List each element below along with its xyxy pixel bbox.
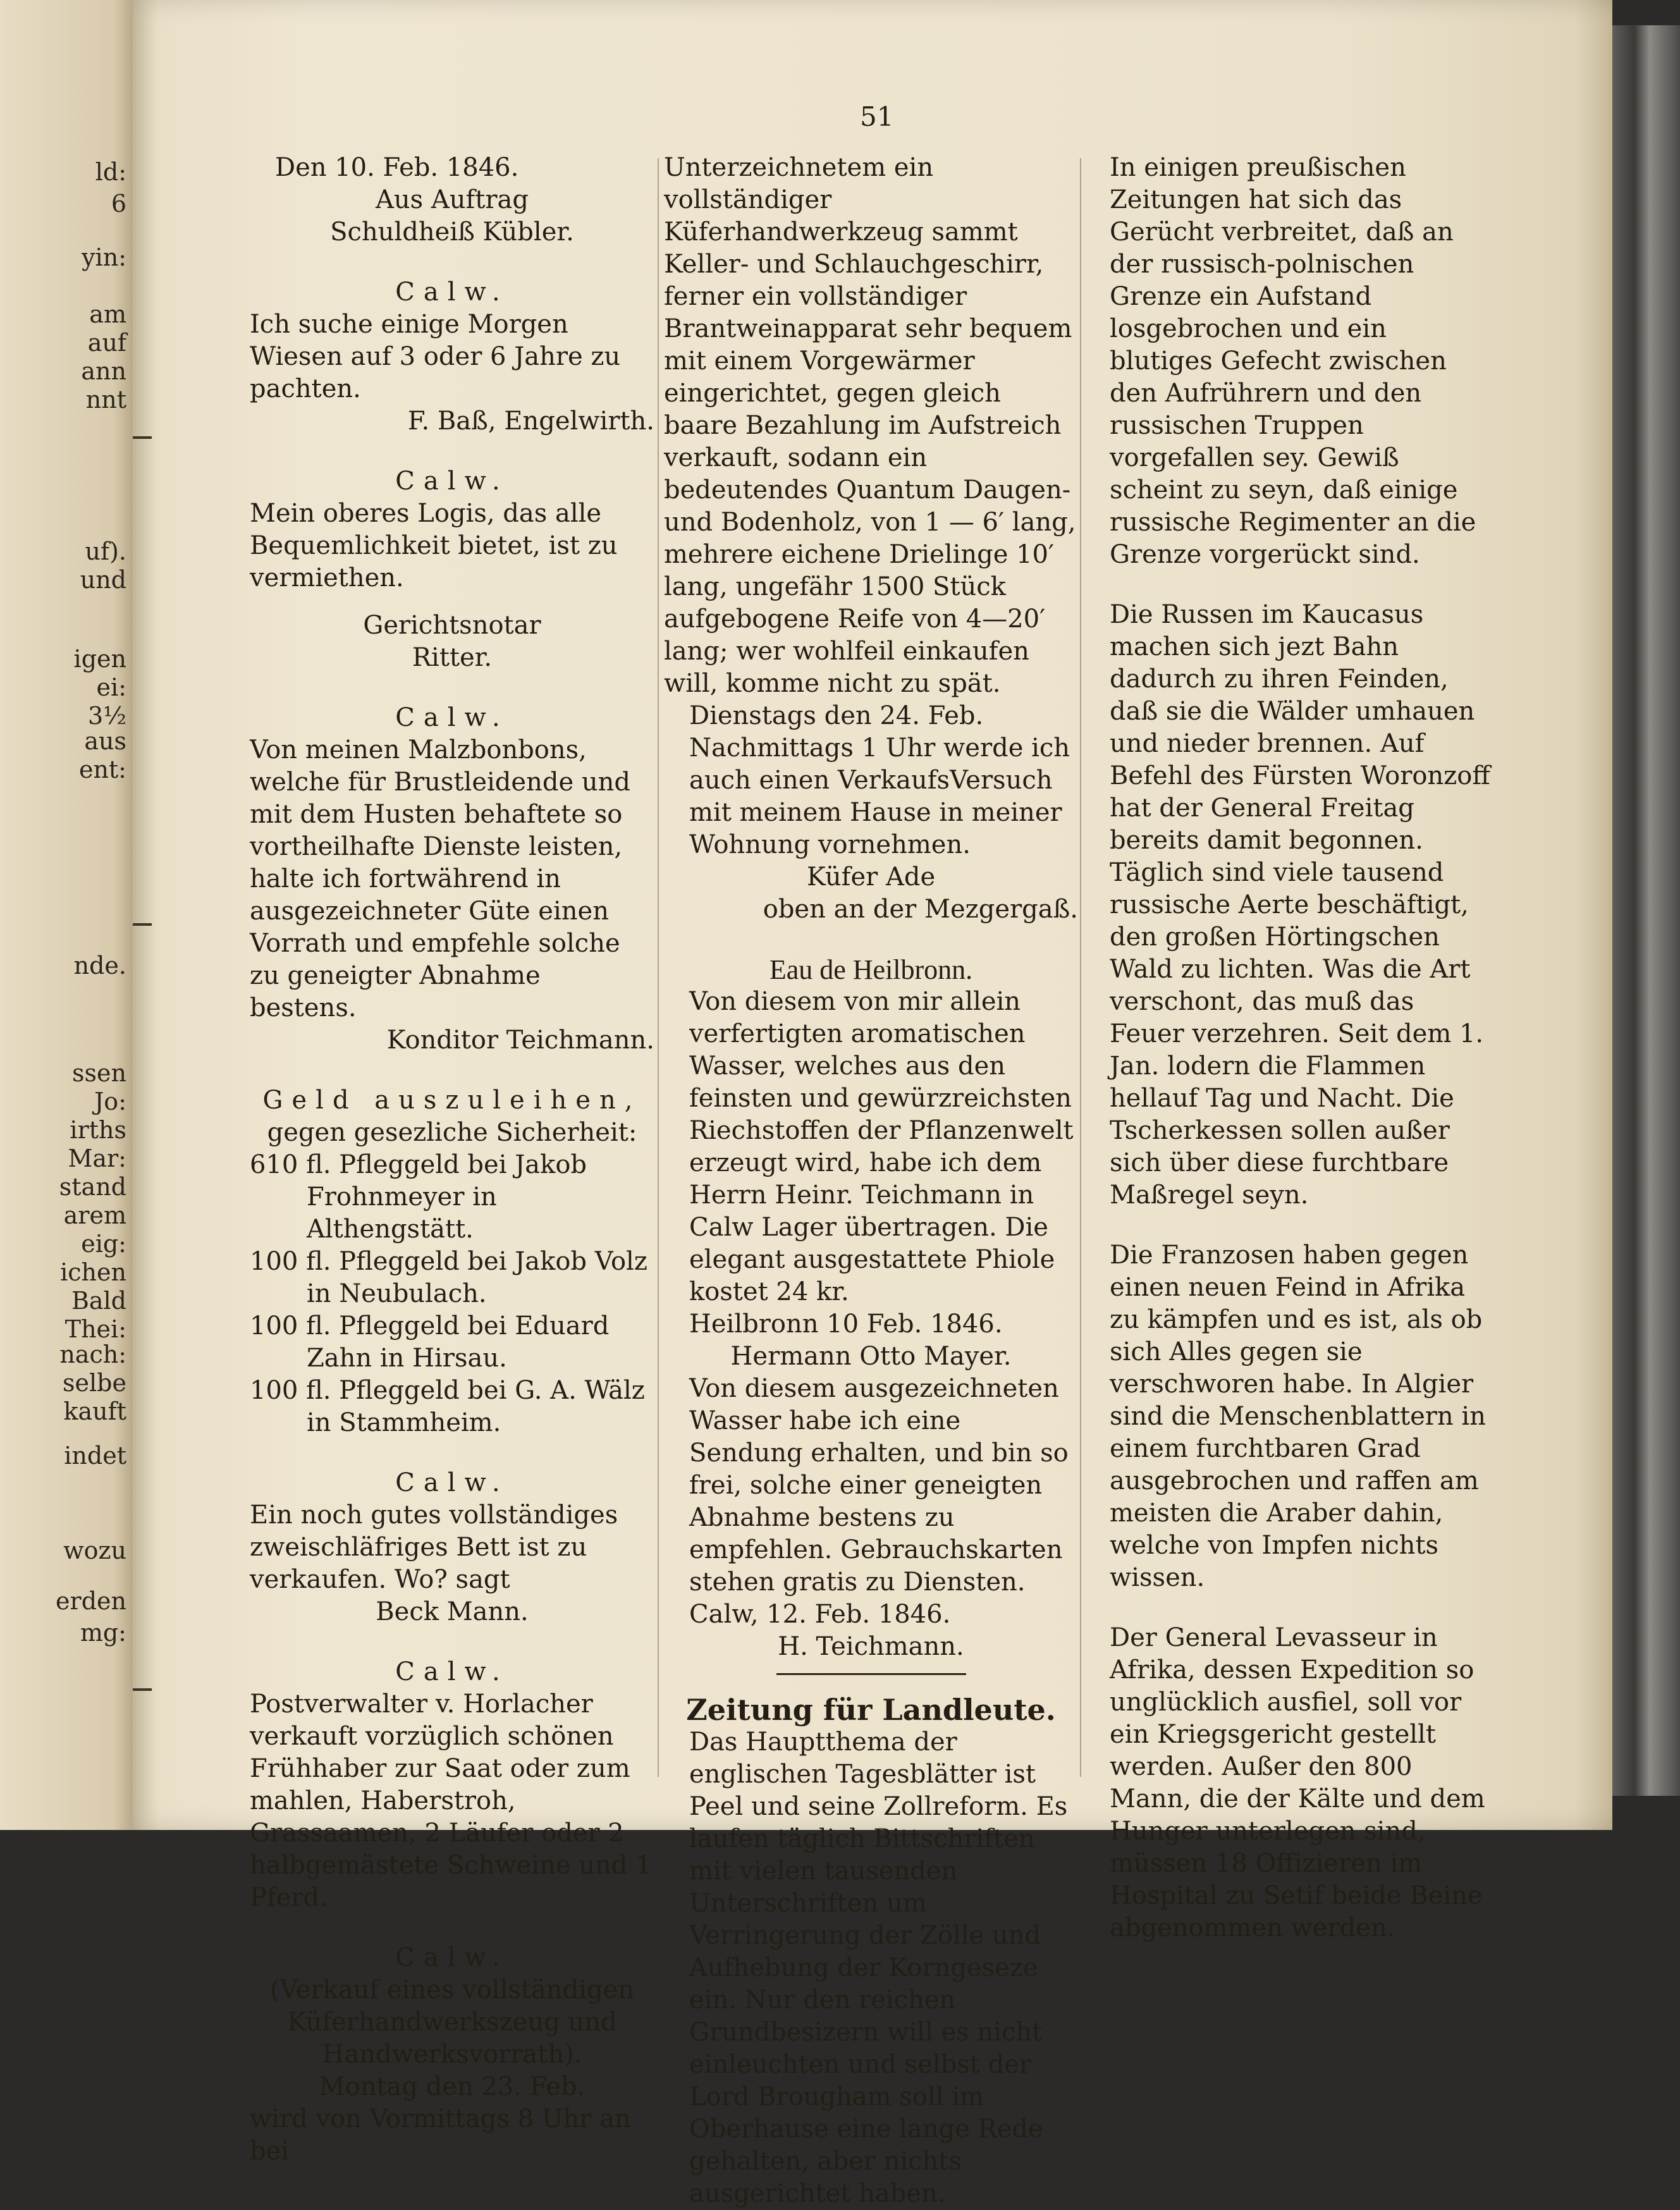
notice-text: (Verkauf eines vollständigen Küferhandwerkszeug und Handwerksvorrath). bbox=[269, 1975, 635, 2069]
previous-page-edge bbox=[0, 0, 133, 1830]
place-heading: Calw. bbox=[395, 1657, 509, 1686]
notice-text: Von diesem ausgezeichneten Wasser habe ich eine Sendung erhalten, und bin so frei, solche einer geneigten Abnahme bestens zu empfehlen. Gebrauchskarten stehen gratis zu Diensten. bbox=[689, 1374, 1069, 1597]
notice-date: Montag den 23. Feb. bbox=[319, 2072, 586, 2101]
notice-text: Dienstags den 24. Feb. Nachmittags 1 Uhr werde ich auch einen VerkaufsVersuch mit meinem Hause in meiner Wohnung vornehmen. bbox=[689, 701, 1070, 859]
notice-signature: F. Baß, Engelwirth. bbox=[407, 407, 654, 436]
loan-entry: 100 fl. Pfleggeld bei Jakob Volz in Neubulach. bbox=[250, 1247, 647, 1308]
prev-fragment: indet bbox=[64, 1442, 126, 1470]
prev-fragment: selbe bbox=[63, 1369, 126, 1397]
prev-fragment: arem bbox=[63, 1201, 126, 1229]
place-heading: Calw. bbox=[395, 467, 509, 496]
notice-signature: Gerichtsnotar bbox=[363, 611, 541, 640]
prev-fragment: ichen bbox=[60, 1258, 126, 1286]
section-heading: Zeitung für Landleute. bbox=[686, 1693, 1056, 1727]
article-text: In einigen preußischen Zeitungen hat sich das Gerücht verbreitet, daß an der russisch-polnischen Grenze ein Aufstand losgebrochen und ein blutiges Gefecht zwischen den Aufrührern und den russischen Truppen vorgefallen sey. Gewiß scheint zu seyn, daß einige russische Regimenter an die Grenze vorgerückt sind. bbox=[1110, 153, 1476, 569]
notice-text: Ich suche einige Morgen Wiesen auf 3 oder 6 Jahre zu pachten. bbox=[250, 310, 621, 403]
prev-fragment: Mar: bbox=[68, 1145, 126, 1172]
notice-date: Calw, 12. Feb. 1846. bbox=[689, 1600, 951, 1629]
prev-fragment: erden bbox=[56, 1587, 126, 1615]
prev-fragment: auf bbox=[87, 329, 126, 357]
prev-fragment: ei: bbox=[96, 673, 126, 701]
section-divider bbox=[776, 1673, 966, 1675]
notice-signature: H. Teichmann. bbox=[778, 1632, 964, 1661]
place-heading: Calw. bbox=[395, 278, 509, 307]
notice-signature: oben an der Mezgergaß. bbox=[763, 895, 1078, 924]
prev-fragment: ent: bbox=[78, 756, 126, 783]
notice-text: Von meinen Malzbonbons, welche für Brustleidende und mit dem Husten behaftete so vortheilhafte Dienste leisten, halte ich fortwährend in ausgezeichneter Güte einen Vorrath und empfehle solche zu geneigter Abnahme bestens. bbox=[250, 735, 630, 1022]
loan-entry: 610 fl. Pfleggeld bei Jakob Frohnmeyer in Althengstätt. bbox=[250, 1150, 587, 1244]
prev-fragment: Bald bbox=[71, 1287, 126, 1315]
notice-text: Mein oberes Logis, das alle Bequemlichkeit bietet, ist zu vermiethen. bbox=[250, 499, 618, 592]
notice-text: Postverwalter v. Horlacher verkauft vorzüglich schönen Frühhaber zur Saat oder zum mahlen, Haberstroh, Grassaamen, 2 Läufer oder 2 halbgemästete Schweine und 1 Pferd. bbox=[250, 1690, 652, 1912]
column-3 bbox=[1084, 152, 1495, 1944]
prev-fragment: und bbox=[80, 566, 126, 594]
notice-text: Unterzeichnetem ein vollständiger Küferhandwerkzeug sammt Keller- und Schlauchgeschirr, ferner ein vollständiger Brantweinapparat sehr bequem mit einem Vorgewärmer eingerichtet, gegen gleich baare Bezahlung im Aufstreich verkauft, sodann ein bedeutendes Quantum Daugen- und Bodenholz, von 1 — 6′ lang, mehrere eichene Drielinge 10′ lang, ungefähr 1500 Stück aufgebogene Reife von 4—20′ lang; wer wohlfeil einkaufen will, komme nicht zu spät. bbox=[664, 153, 1076, 698]
prev-fragment: kauft bbox=[63, 1397, 126, 1425]
notice-signature: Küfer Ade bbox=[806, 863, 936, 892]
notice-signature: Schuldheiß Kübler. bbox=[330, 218, 574, 247]
article-text: Die Franzosen haben gegen einen neuen Feind in Afrika zu kämpfen und es ist, als ob sich Alles gegen sie verschworen habe. In Algier sind die Menschenblattern in einem furchtbaren Grad ausgebrochen und raffen am meisten die Araber dahin, welche von Impfen nichts wissen. bbox=[1110, 1241, 1486, 1592]
notice-text: Von diesem von mir allein verfertigten aromatischen Wasser, welches aus den feinsten und gewürzreichsten Riechstoffen der Pflanzenwelt erzeugt wird, habe ich dem Herrn Heinr. Teichmann in Calw Lager übertragen. Die elegant ausgestattete Phiole kostet 24 kr. bbox=[689, 987, 1074, 1306]
notice-date: Den 10. Feb. 1846. bbox=[275, 153, 519, 182]
notice-line: gegen gesezliche Sicherheit: bbox=[267, 1118, 637, 1147]
margin-mark bbox=[133, 923, 152, 926]
prev-fragment: am bbox=[89, 300, 126, 328]
prev-fragment: eig: bbox=[81, 1230, 126, 1258]
prev-fragment: mg: bbox=[80, 1619, 126, 1647]
column-rule bbox=[1080, 158, 1081, 1777]
article-text: Die Russen im Kaucasus machen sich jezt Bahn dadurch zu ihren Feinden, daß sie die Wälder umhauen und nieder brennen. Auf Befehl des Fürsten Woronzoff hat der General Freitag bereits damit begonnen. Täglich sind viele tausend russische Aerte beschäftigt, den großen Hörtingschen Wald zu lichten. Was die Art verschont, das muß das Feuer verzehren. Seit dem 1. Jan. lodern die Flammen hellauf Tag und Nacht. Die Tscherkessen sollen außer sich über diese furchtbare Maßregel seyn. bbox=[1110, 600, 1490, 1210]
place-heading: Calw. bbox=[395, 1468, 509, 1497]
notice-date: Heilbronn 10 Feb. 1846. bbox=[689, 1310, 1003, 1339]
prev-fragment: ld: bbox=[95, 158, 126, 186]
notice-signature: Hermann Otto Mayer. bbox=[730, 1342, 1012, 1371]
prev-fragment: ssen bbox=[72, 1059, 126, 1087]
notice-signature: Beck Mann. bbox=[376, 1597, 529, 1626]
notice-text: Ein noch gutes vollständiges zweischläfriges Bett ist zu verkaufen. Wo? sagt bbox=[250, 1501, 618, 1594]
loan-entry: 100 fl. Pfleggeld bei Eduard Zahn in Hirsau. bbox=[250, 1311, 610, 1373]
place-heading: Calw. bbox=[395, 1943, 509, 1972]
product-heading: Eau de Heilbronn. bbox=[769, 954, 973, 985]
column-1 bbox=[250, 152, 654, 2168]
prev-fragment: nnt bbox=[85, 386, 126, 414]
prev-fragment: 6 bbox=[111, 190, 126, 218]
prev-fragment: uf). bbox=[85, 537, 126, 565]
prev-fragment: ann bbox=[81, 357, 126, 385]
prev-fragment: nde. bbox=[73, 952, 126, 979]
prev-fragment: nach: bbox=[59, 1341, 126, 1368]
notice-signature: Ritter. bbox=[412, 643, 493, 672]
prev-fragment: stand bbox=[59, 1173, 126, 1201]
place-heading: Calw. bbox=[395, 703, 509, 732]
notice-line: Aus Auftrag bbox=[376, 185, 529, 214]
loan-entry: 100 fl. Pfleggeld bei G. A. Wälz in Stammheim. bbox=[250, 1376, 645, 1437]
prev-fragment: yin: bbox=[82, 243, 126, 271]
notice-text: wird von Vormittags 8 Uhr an bei bbox=[250, 2104, 631, 2166]
prev-fragment: 3½ bbox=[87, 702, 126, 730]
prev-fragment: aus bbox=[84, 727, 126, 755]
column-rule bbox=[658, 158, 659, 1777]
prev-fragment: Thei: bbox=[64, 1315, 126, 1343]
notice-heading: Geld auszuleihen, bbox=[262, 1086, 642, 1115]
page-number: 51 bbox=[860, 101, 894, 132]
notice-signature: Konditor Teichmann. bbox=[386, 1026, 654, 1055]
prev-fragment: irths bbox=[70, 1116, 126, 1144]
column-2 bbox=[664, 152, 1078, 2210]
prev-fragment: wozu bbox=[63, 1537, 126, 1564]
article-text: Der General Levasseur in Afrika, dessen Expedition so unglücklich ausfiel, soll vor ein Kriegsgericht gestellt werden. Außer den 800 Mann, die der Kälte und dem Hunger unterlegen sind, müssen 18 Offizieren im Hospital zu Setif beide Beine abgenommen werden. bbox=[1110, 1623, 1485, 1943]
book-edge bbox=[1604, 25, 1680, 1796]
article-text: Das Hauptthema der englischen Tagesblätter ist Peel und seine Zollreform. Es laufen täglich Bittschriften mit vielen tausenden Unterschriften um Verringerung der Zölle und Aufhebung der Korngeseze ein. Nur den reichen Grundbesizern will es nicht einleuchten und selbst der Lord Brougham soll im Oberhause eine lange Rede gehalten, aber nichts ausgerichtet haben. bbox=[689, 1728, 1068, 2208]
prev-fragment: igen bbox=[73, 645, 126, 673]
margin-mark bbox=[133, 1688, 152, 1691]
prev-fragment: Jo: bbox=[94, 1088, 126, 1115]
margin-mark bbox=[133, 436, 152, 439]
